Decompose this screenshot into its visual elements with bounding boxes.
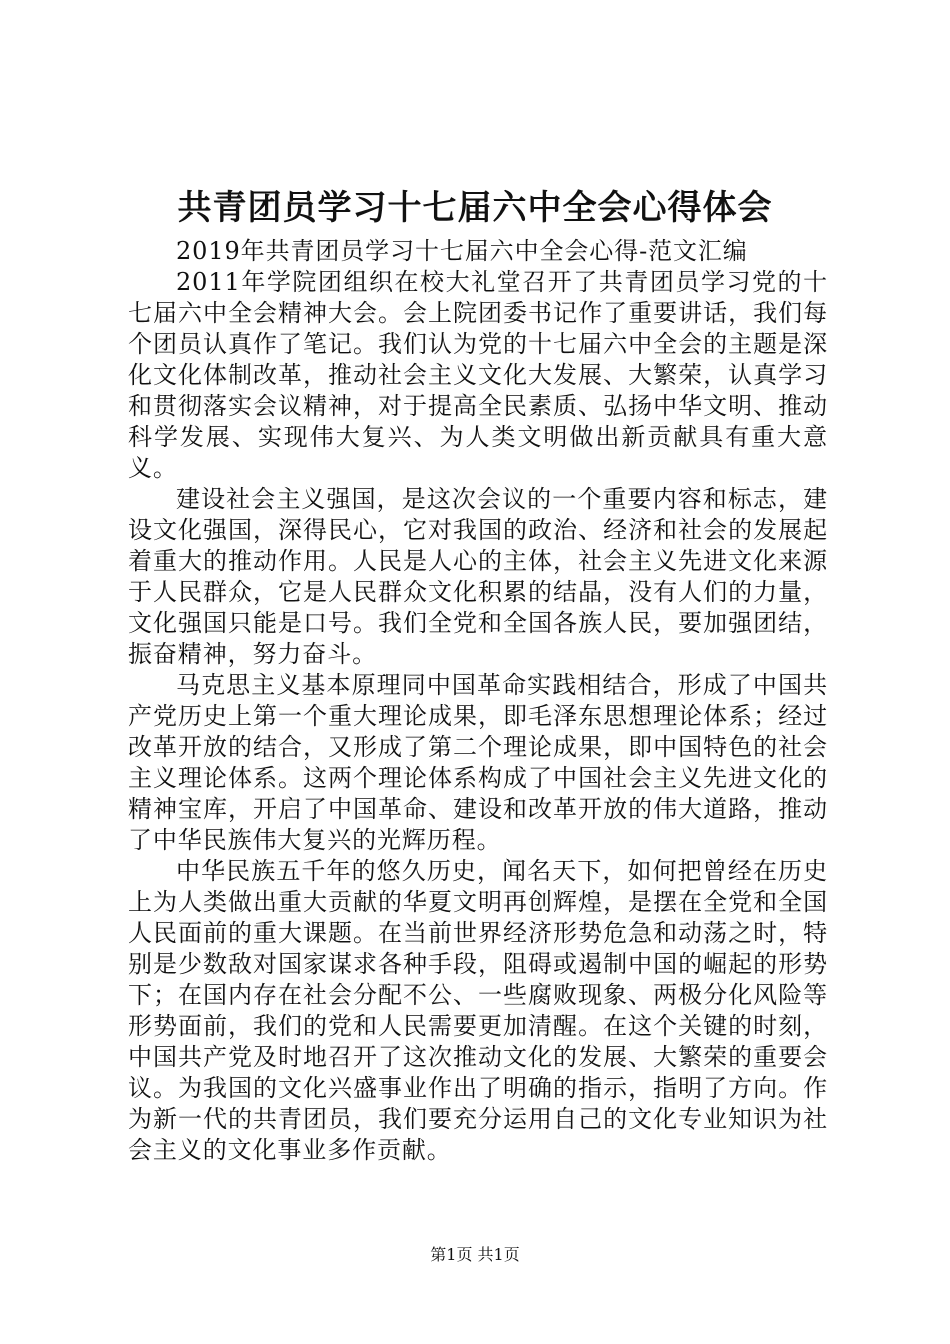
- paragraph-3: 马克思主义基本原理同中国革命实践相结合，形成了中国共产党历史上第一个重大理论成果，即毛泽东思想理论体系；经过改革开放的结合，又形成了第二个理论成果，即中国特色的社会主义理论体系。这两个理论体系构成了中国社会主义先进文化的精神宝库，开启了中国革命、建设和改革开放的伟大道路，推动了中华民族伟大复兴的光辉历程。: [128, 671, 828, 854]
- paragraph-2: 建设社会主义强国，是这次会议的一个重要内容和标志，建设文化强国，深得民心，它对我国的政治、经济和社会的发展起着重大的推动作用。人民是人心的主体，社会主义先进文化来源于人民群众，它是人民群众文化积累的结晶，没有人们的力量，文化强国只能是口号。我们全党和全国各族人民，要加强团结，振奋精神，努力奋斗。: [128, 485, 828, 668]
- document-body: [128, 236, 828, 1166]
- document-title: 共青团员学习十七届六中全会心得体会: [177, 188, 773, 228]
- page-footer: 第1页 共1页: [430, 1245, 520, 1264]
- paragraph-4: 中华民族五千年的悠久历史，闻名天下，如何把曾经在历史上为人类做出重大贡献的华夏文明再创辉煌，是摆在全党和全国人民面前的重大课题。在当前世界经济形势危急和动荡之时，特别是少数敌对国家谋求各种手段，阻碍或遏制中国的崛起的形势下；在国内存在社会分配不公、一些腐败现象、两极分化风险等形势面前，我们的党和人民需要更加清醒。在这个关键的时刻，中国共产党及时地召开了这次推动文化的发展、大繁荣的重要会议。为我国的文化兴盛事业作出了明确的指示，指明了方向。作为新一代的共青团员，我们要充分运用自己的文化专业知识为社会主义的文化事业多作贡献。: [128, 857, 828, 1164]
- subtitle-paragraph: 2019年共青团员学习十七届六中全会心得-范文汇编: [176, 237, 748, 265]
- paragraph-1: 2011年学院团组织在校大礼堂召开了共青团员学习党的十七届六中全会精神大会。会上院团委书记作了重要讲话，我们每个团员认真作了笔记。我们认为党的十七届六中全会的主题是深化文化体制改革，推动社会主义文化大发展、大繁荣，认真学习和贯彻落实会议精神，对于提高全民素质、弘扬中华文明、推动科学发展、实现伟大复兴、为人类文明做出新贡献具有重大意义。: [128, 268, 828, 482]
